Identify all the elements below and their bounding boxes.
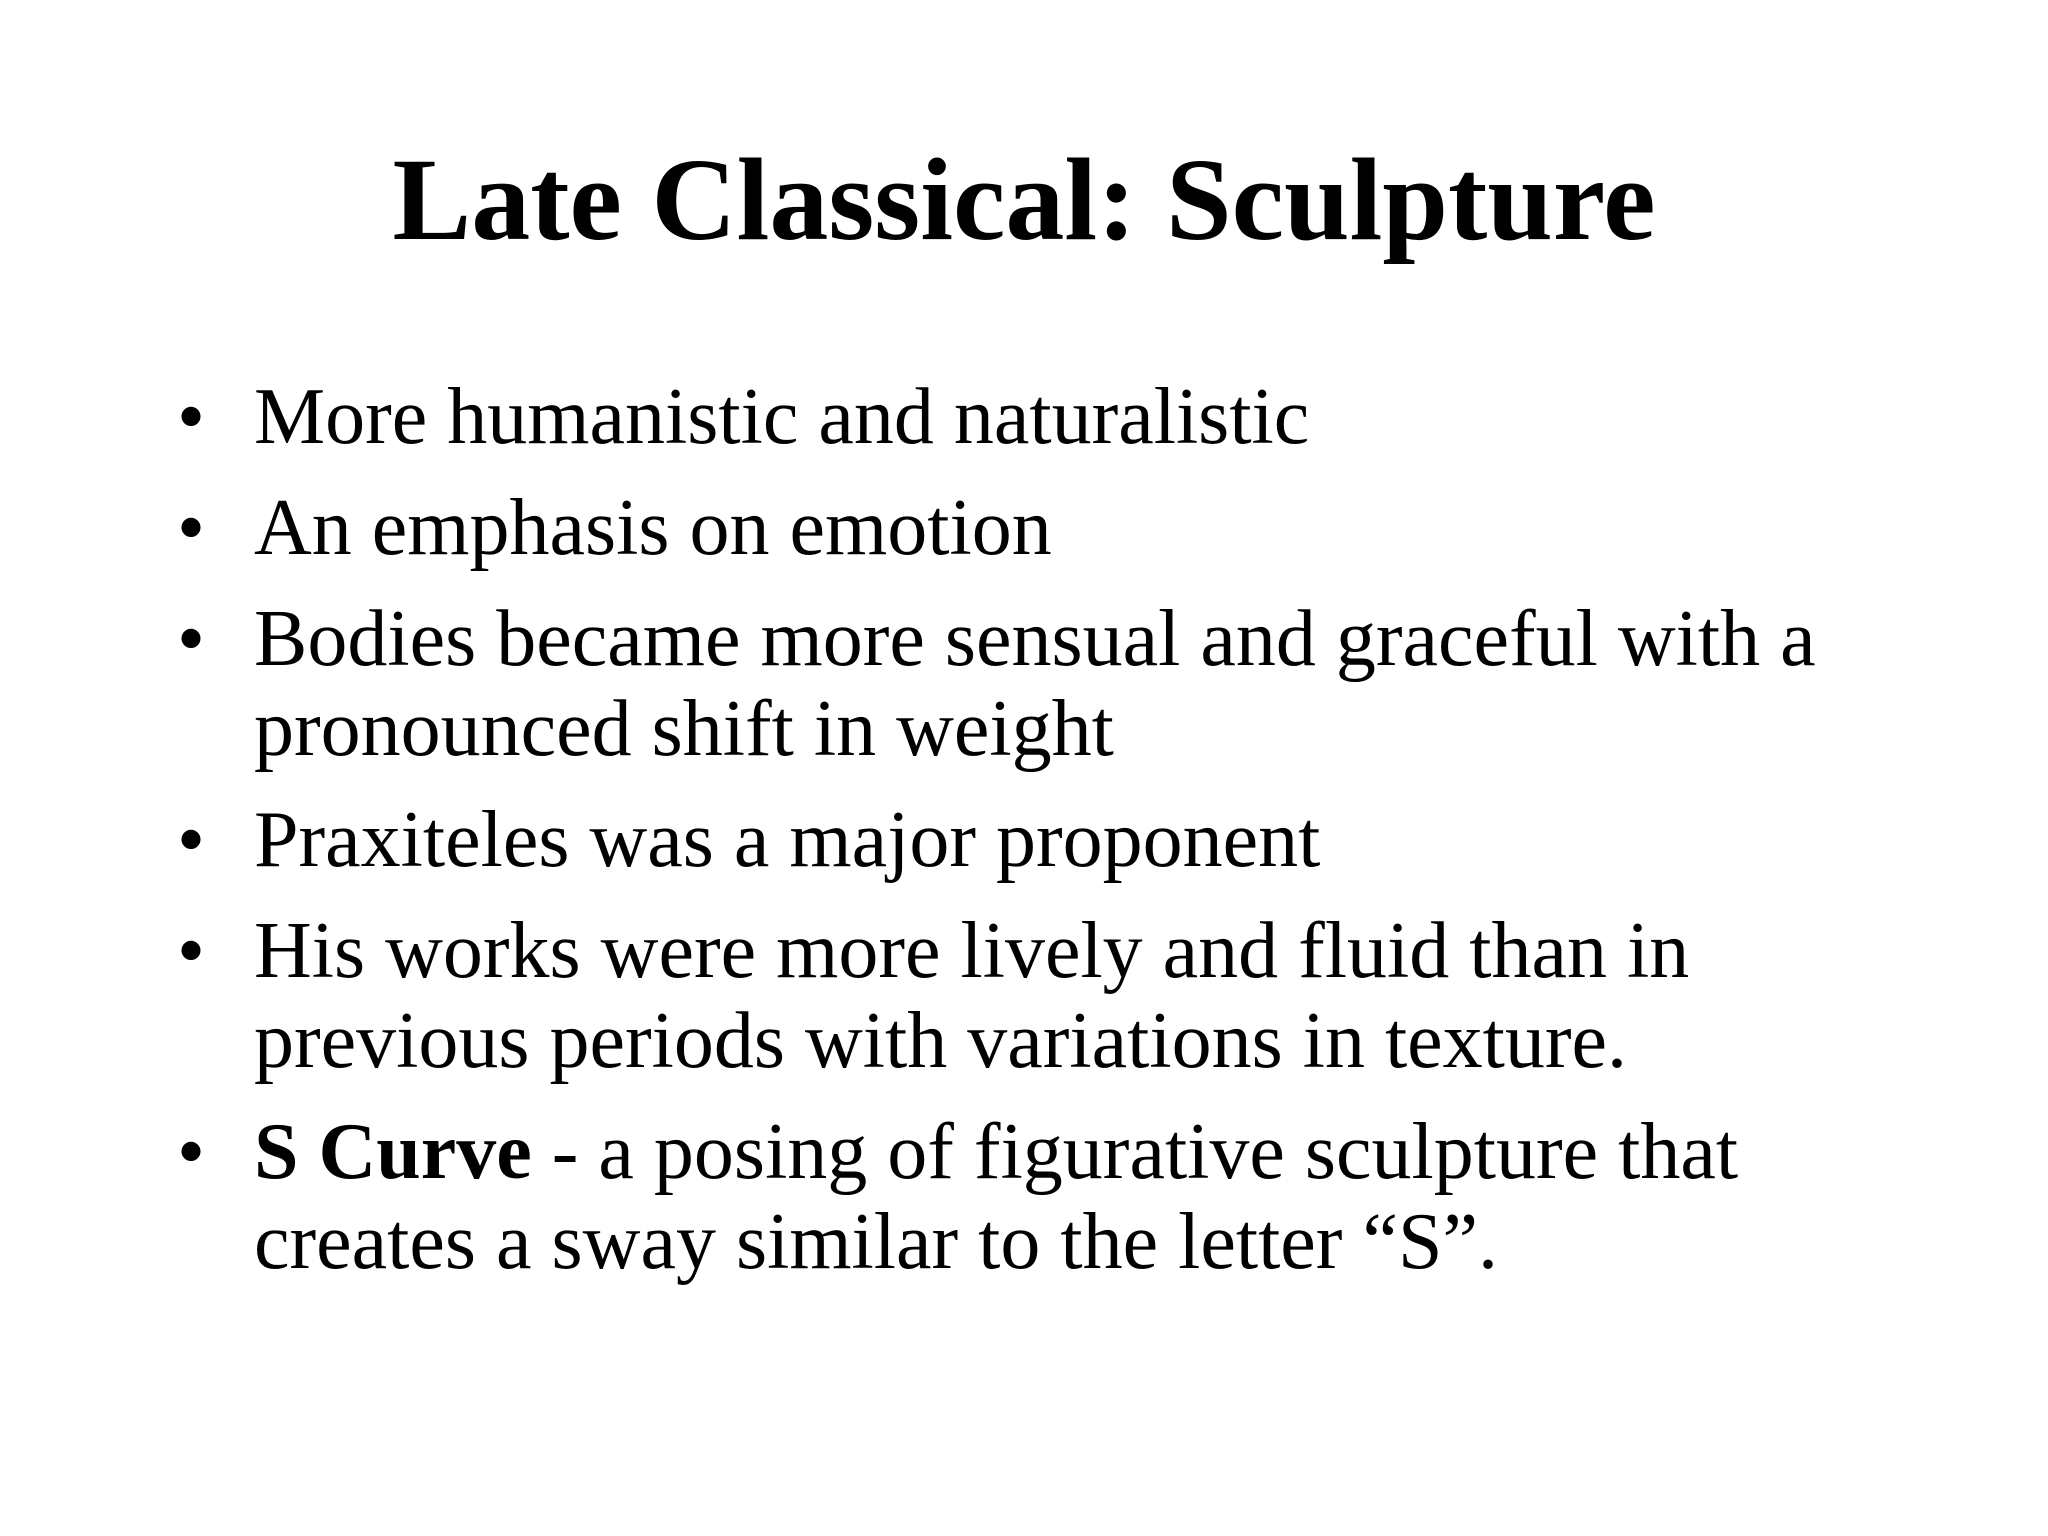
bullet-icon: • xyxy=(177,484,206,572)
bullet-item xyxy=(172,594,1952,774)
bullet-list xyxy=(172,372,1952,1308)
bullet-item xyxy=(172,1107,1952,1287)
bullet-text: His works were more lively and fluid than in previous periods with variations in texture. xyxy=(254,907,1690,1085)
bullet-text: An emphasis on emotion xyxy=(254,484,1052,572)
bullet-icon: • xyxy=(177,907,206,995)
slide-title: Late Classical: Sculpture xyxy=(392,134,1656,265)
bullet-icon: • xyxy=(177,1108,206,1196)
bullet-item xyxy=(172,372,1952,462)
bullet-icon: • xyxy=(177,796,206,884)
bullet-text: Praxiteles was a major proponent xyxy=(254,796,1321,884)
bullet-text: Bodies became more sensual and graceful with a pronounced shift in weight xyxy=(254,595,1816,773)
bullet-item xyxy=(172,483,1952,573)
bullet-text: - a posing of figurative sculpture that creates a sway similar to the letter “S”. xyxy=(254,1108,1739,1286)
bullet-icon: • xyxy=(177,595,206,683)
bullet-item xyxy=(172,795,1952,885)
bullet-text: More humanistic and naturalistic xyxy=(254,373,1310,461)
bullet-term: S Curve xyxy=(254,1108,532,1196)
bullet-icon: • xyxy=(177,373,206,461)
bullet-item xyxy=(172,906,1952,1086)
